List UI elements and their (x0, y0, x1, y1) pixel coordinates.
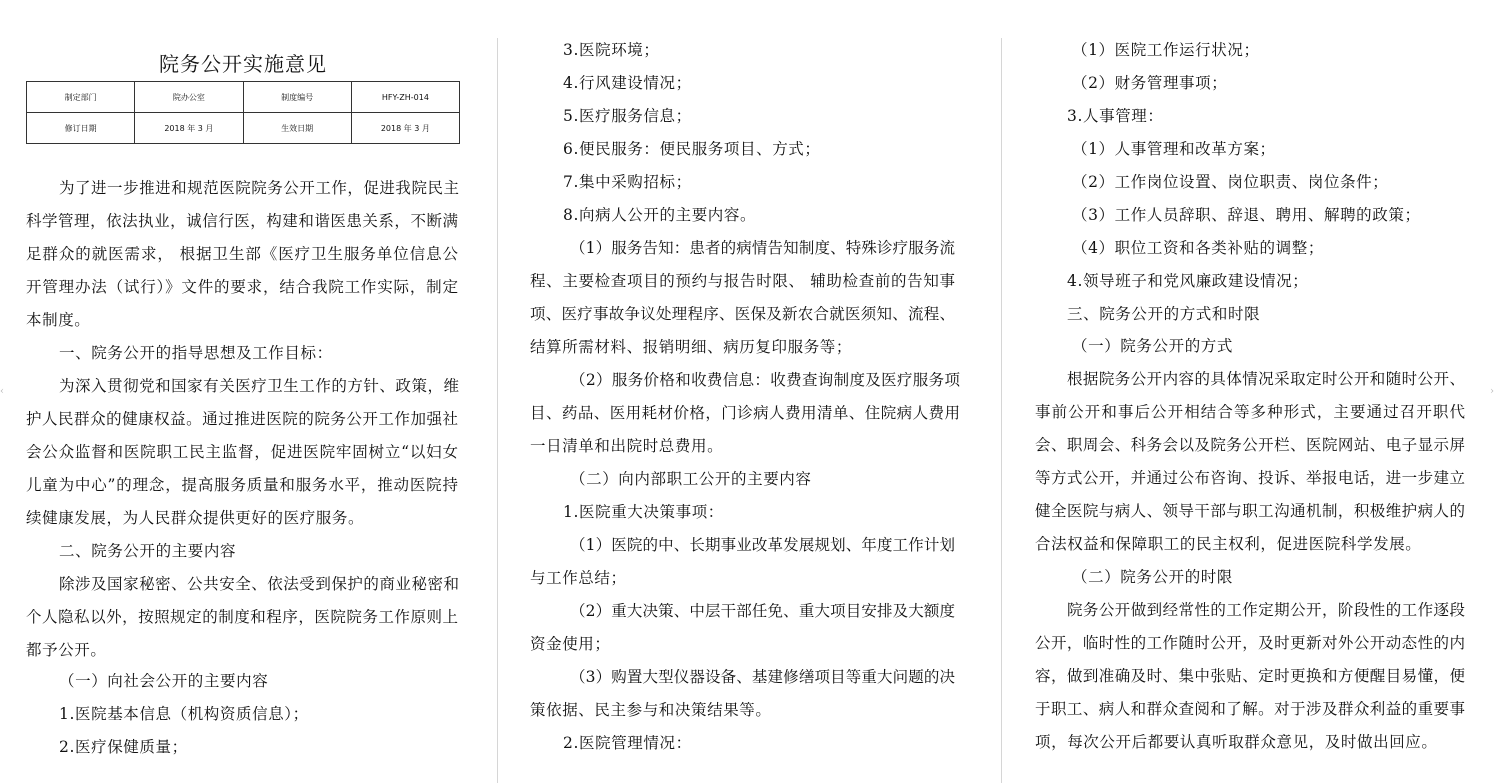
text-line: （2）工作岗位设置、岗位职责、岗位条件； (1072, 173, 1389, 191)
text-line: 院务公开做到经常性的工作定期公开，阶段性的工作逐段 (1067, 601, 1466, 619)
table-row (27, 113, 460, 144)
text-line: （1）医院工作运行状况； (1072, 41, 1260, 59)
text-line: 除涉及国家秘密、公共安全、依法受到保护的商业秘密和 (59, 575, 460, 593)
text-line: 都予公开。 (26, 641, 107, 659)
text-line: 根据院务公开内容的具体情况采取定时公开和随时公开、 (1067, 370, 1466, 388)
page-column-2 (498, 0, 1001, 783)
text-line: （2）重大决策、中层干部任免、重大项目安排及大额度 (570, 602, 956, 620)
table-row (27, 82, 460, 113)
table-cell: HFY-ZH-014 (351, 82, 459, 113)
text-line: 二、院务公开的主要内容 (59, 542, 237, 560)
text-line: 目、药品、医用耗材价格，门诊病人费用清单、住院病人费用 (530, 404, 961, 422)
document-title: 院务公开实施意见 (159, 52, 327, 76)
text-line: 3.人事管理： (1067, 107, 1164, 125)
text-line: 个人隐私以外，按照规定的制度和程序，医院院务工作原则上 (26, 608, 459, 626)
text-line: 事前公开和事后公开相结合等多种形式，主要通过召开职代 (1035, 403, 1467, 421)
text-line: （二）院务公开的时限 (1072, 568, 1234, 586)
text-line: 资金使用； (530, 635, 611, 653)
text-line: （1）医院的中、长期事业改革发展规划、年度工作计划 (570, 536, 956, 554)
text-line: 续健康发展，为人民群众提供更好的医疗服务。 (26, 509, 365, 527)
text-line: （2）财务管理事项； (1072, 74, 1228, 92)
page-column-3 (1002, 0, 1495, 783)
page-edge-marker: › (1490, 386, 1494, 397)
text-line: 公开，临时性的工作随时公开，及时更新对外公开动态性的内 (1035, 634, 1466, 652)
text-line: 开管理办法（试行）》文件的要求，结合我院工作实际，制定 (26, 278, 459, 296)
text-line: 程、主要检查项目的预约与报告时限、 辅助检查前的告知事 (530, 272, 956, 290)
text-line: （3）购置大型仪器设备、基建修缮项目等重大问题的决 (570, 668, 956, 686)
text-line: 结算所需材料、报销明细、病历复印服务等； (530, 338, 853, 356)
text-line: 7.集中采购招标； (563, 173, 692, 191)
text-line: 6.便民服务：便民服务项目、方式； (563, 140, 821, 158)
text-line: （4）职位工资和各类补贴的调整； (1072, 239, 1324, 257)
table-cell: 修订日期 (27, 113, 135, 144)
text-line: 三、院务公开的方式和时限 (1067, 305, 1261, 323)
text-line: （3）工作人员辞职、辞退、聘用、解聘的政策； (1072, 206, 1421, 224)
text-line: （2）服务价格和收费信息：收费查询制度及医疗服务项 (570, 371, 961, 389)
text-line: 4.领导班子和党风廉政建设情况； (1067, 272, 1309, 290)
text-line: 科学管理，依法执业，诚信行医，构建和谐医患关系，不断满 (26, 212, 459, 230)
text-line: 为深入贯彻党和国家有关医疗卫生工作的方针、政策，维 (59, 377, 460, 395)
text-line: 5.医疗服务信息； (563, 107, 692, 125)
text-line: （一）院务公开的方式 (1072, 337, 1234, 355)
page-column-1 (0, 0, 497, 783)
text-line: 3.医院环境； (563, 41, 660, 59)
table-cell: 2018 年 3 月 (135, 113, 243, 144)
text-line: 为了进一步推进和规范医院院务公开工作，促进我院民主 (59, 179, 460, 197)
text-line: 策依据、民主参与和决策结果等。 (530, 701, 772, 719)
text-line: 与工作总结； (530, 569, 627, 587)
table-cell: 制度编号 (243, 82, 351, 113)
text-line: 一日清单和出院时总费用。 (530, 437, 724, 455)
text-line: 护人民群众的健康权益。通过推进医院的院务公开工作加强社 (26, 410, 459, 428)
text-line: 足群众的就医需求， 根据卫生部《医疗卫生服务单位信息公 (26, 245, 459, 263)
text-line: 1.医院基本信息（机构资质信息）； (59, 705, 309, 723)
table-cell: 生效日期 (243, 113, 351, 144)
text-line: 2.医疗保健质量； (59, 738, 188, 756)
text-line: 会、职周会、科务会以及院务公开栏、医院网站、电子显示屏 (1035, 436, 1466, 454)
text-line: 一、院务公开的指导思想及工作目标： (59, 344, 333, 362)
text-line: 儿童为中心”的理念，提高服务质量和服务水平，推动医院持 (26, 476, 459, 494)
text-line: 于职工、病人和群众查阅和了解。对于涉及群众利益的重要事 (1035, 700, 1466, 718)
text-line: （1）服务告知：患者的病情告知制度、特殊诊疗服务流 (570, 239, 956, 257)
text-line: （1）人事管理和改革方案； (1072, 140, 1276, 158)
text-line: 等方式公开，并通过公布咨询、投诉、举报电话，进一步建立 (1035, 469, 1466, 487)
document-meta-table (26, 81, 460, 144)
text-line: 合法权益和保障职工的民主权利，促进医院科学发展。 (1035, 535, 1422, 553)
text-line: 4.行风建设情况； (563, 74, 692, 92)
text-line: （一）向社会公开的主要内容 (59, 672, 269, 690)
text-line: （二）向内部职工公开的主要内容 (570, 470, 812, 488)
text-line: 本制度。 (26, 311, 91, 329)
text-line: 1.医院重大决策事项： (563, 503, 724, 521)
text-line: 项，每次公开后都要认真听取群众意见，及时做出回应。 (1035, 733, 1438, 751)
table-cell: 2018 年 3 月 (351, 113, 459, 144)
text-line: 容，做到准确及时、集中张贴、定时更换和方便醒目易懂，便 (1035, 667, 1466, 685)
page-edge-marker: ‹ (0, 386, 4, 397)
text-line: 健全医院与病人、领导干部与职工沟通机制，积极维护病人的 (1035, 502, 1466, 520)
text-line: 会公众监督和医院职工民主监督，促进医院牢固树立“以妇女 (26, 443, 459, 461)
text-line: 项、医疗事故争议处理程序、医保及新农合就医须知、流程、 (530, 305, 956, 323)
text-line: 8.向病人公开的主要内容。 (563, 206, 757, 224)
table-cell: 制定部门 (27, 82, 135, 113)
text-line: 2.医院管理情况： (563, 734, 692, 752)
table-cell: 院办公室 (135, 82, 243, 113)
